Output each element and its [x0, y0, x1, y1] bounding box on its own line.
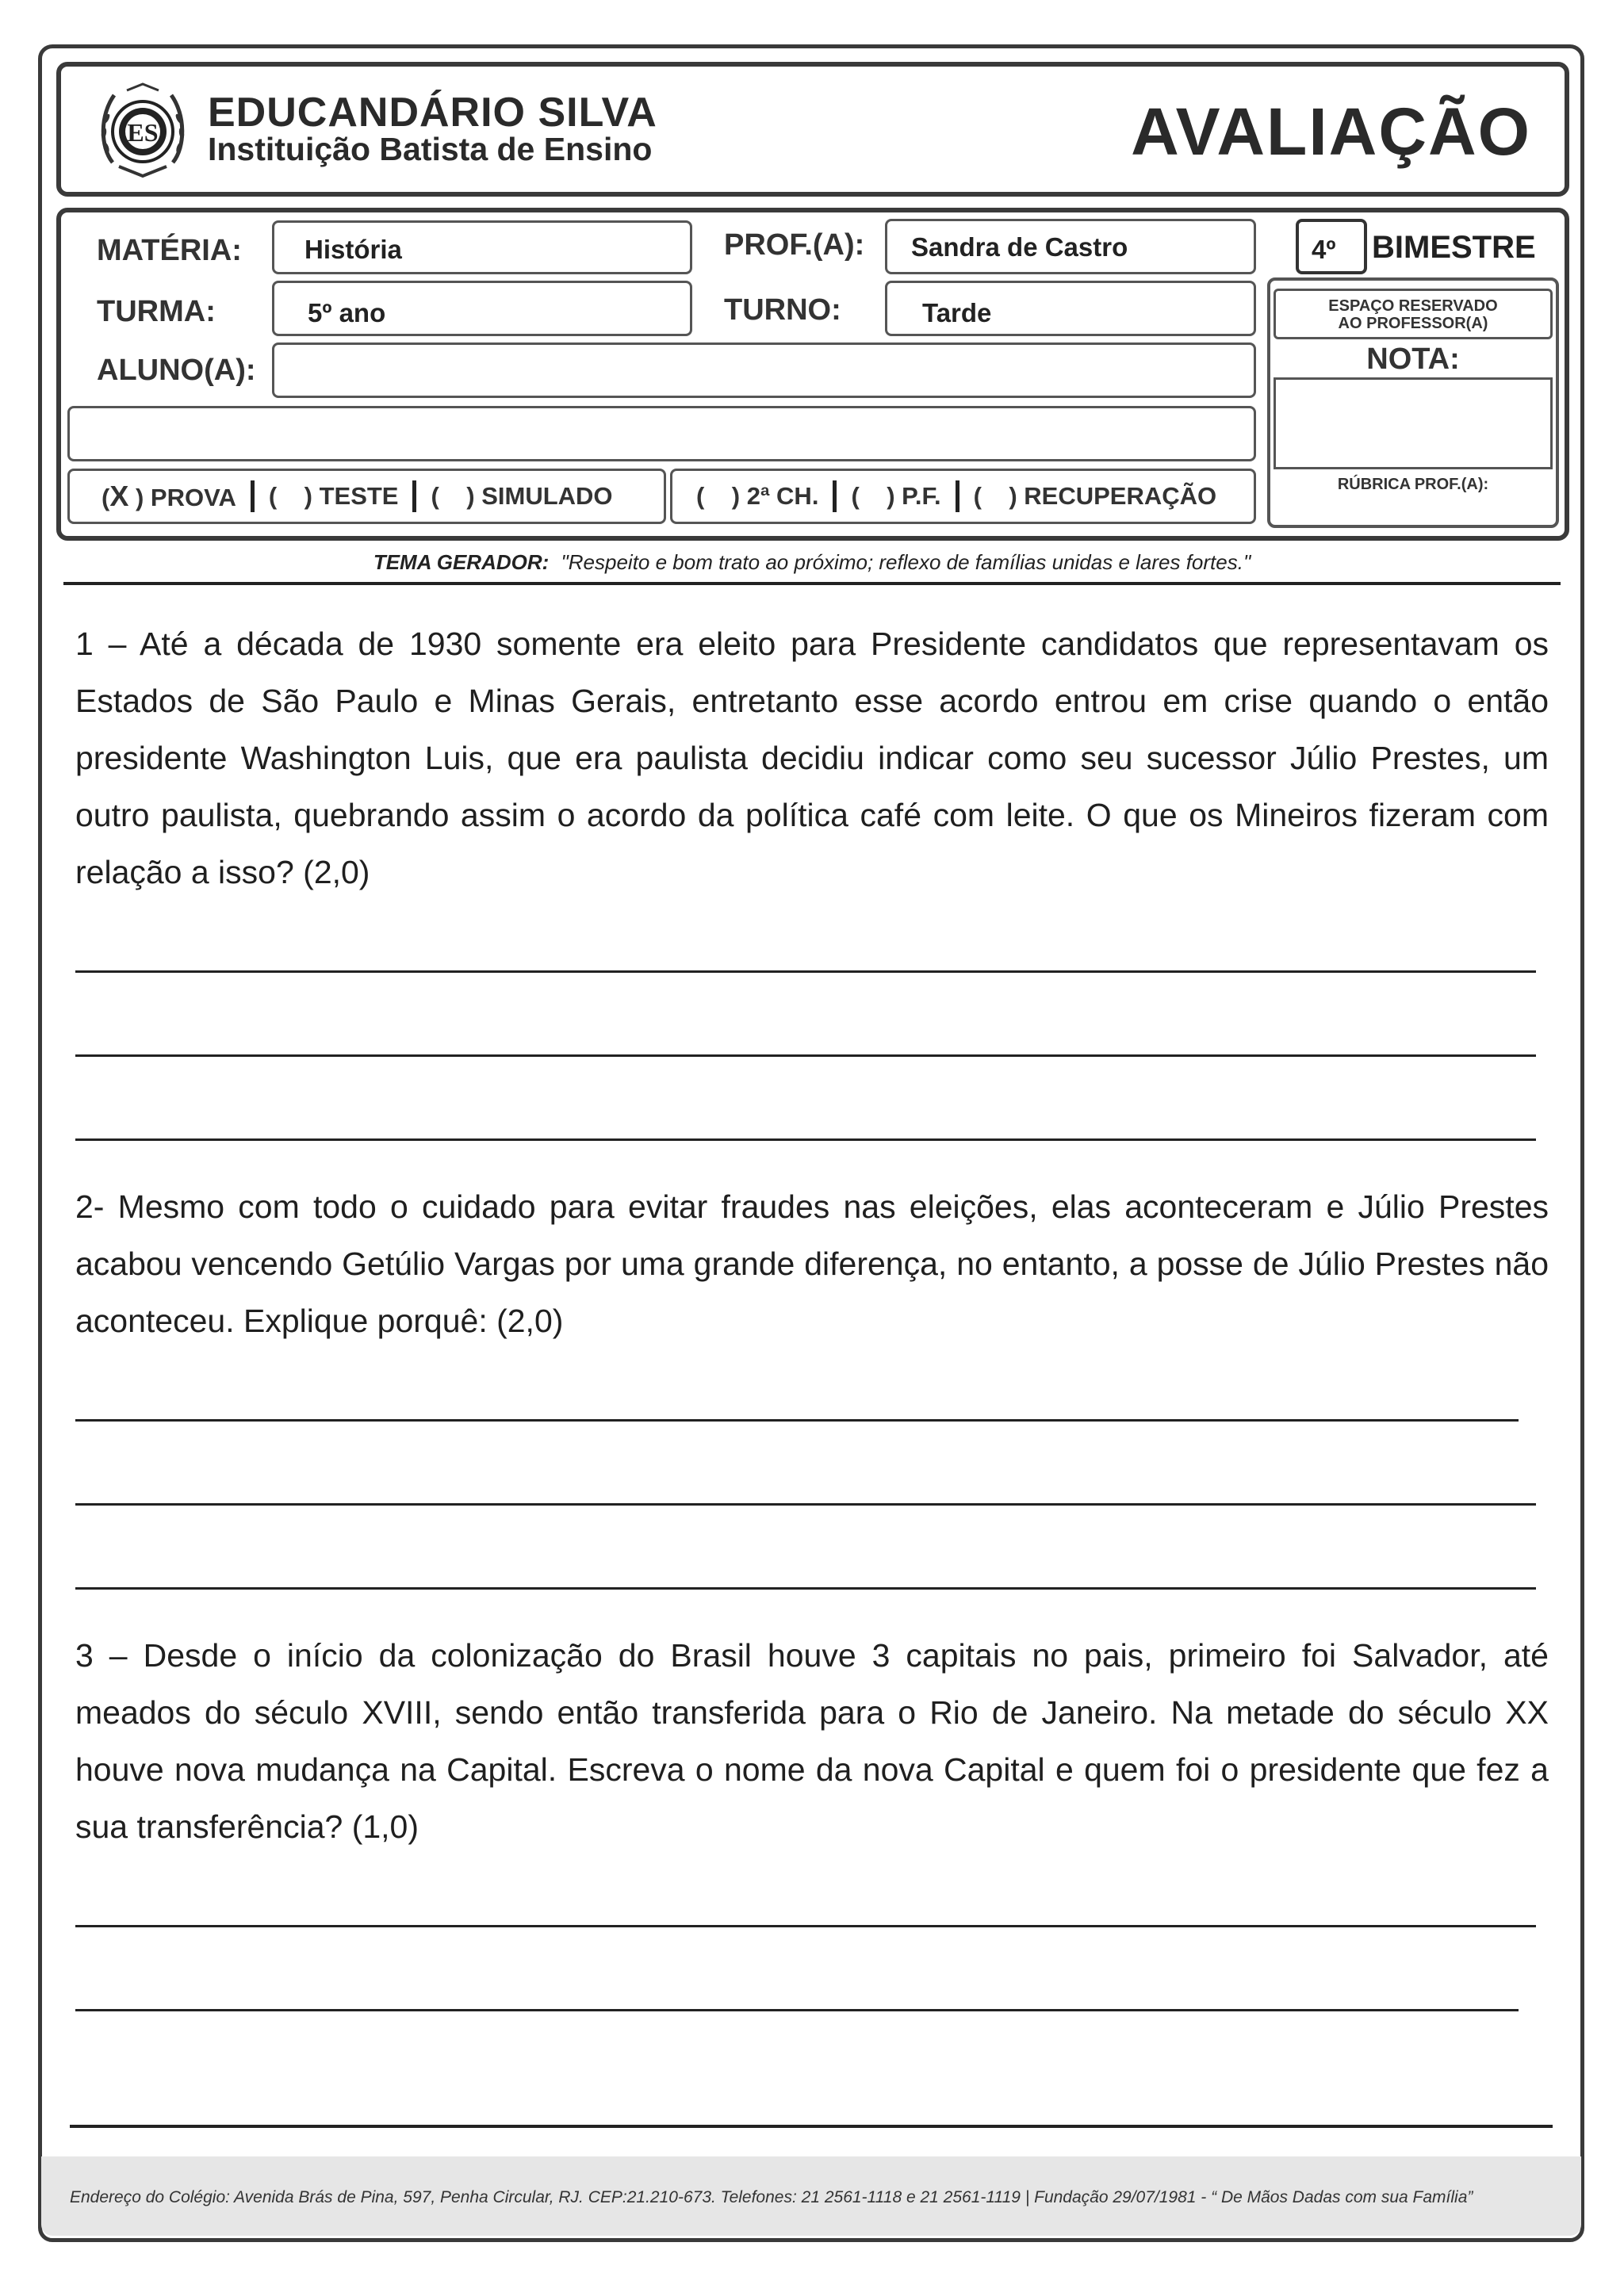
answer-line[interactable]: [75, 1503, 1536, 1506]
rubrica-label: RÚBRICA PROF.(A):: [1337, 476, 1489, 493]
prof-label: PROF.(A):: [724, 228, 865, 262]
tema-text: "Respeito e bom trato ao próximo; reflexo de famílias unidas e lares fortes.": [561, 550, 1251, 574]
school-logo: [95, 79, 190, 182]
document-title: AVALIAÇÃO: [1131, 94, 1531, 169]
turma-field[interactable]: [272, 281, 692, 336]
eval-option-teste[interactable]: ( ) TESTE: [268, 482, 399, 510]
eval-label-simulado: SIMULADO: [481, 482, 613, 510]
turma-value: 5º ano: [308, 298, 386, 327]
tema-rule: [63, 582, 1561, 585]
question-3: 3 – Desde o início da colonização do Brasil houve 3 capitais no pais, primeiro foi Salvador, até meados do século XVIII, sendo então transferida para o Rio de Janeiro. Na metade do século XX houve nova mudança na Capital. Escreva o nome da nova Capital e quem foi o presidente que fez a sua transferência? (1,0): [75, 1637, 1549, 1845]
tema-gerador: [0, 550, 1624, 575]
answer-line[interactable]: [75, 1419, 1519, 1422]
question-2: 2- Mesmo com todo o cuidado para evitar fraudes nas eleições, elas aconteceram e Júlio Prestes acabou vencendo Getúlio Vargas por uma grande diferença, no entanto, a posse de Júlio Prestes não aconteceu. Explique porquê: (2,0): [75, 1188, 1549, 1339]
eval-label-teste: TESTE: [319, 482, 399, 510]
materia-label: MATÉRIA:: [97, 234, 242, 267]
nota-label: NOTA:: [1366, 342, 1460, 376]
reserved-title-box: [1274, 289, 1553, 339]
turno-label: TURNO:: [724, 293, 841, 327]
separator: [251, 480, 255, 512]
eval-label-2ch: 2ª CH.: [746, 482, 819, 510]
institution-name: EDUCANDÁRIO SILVA: [208, 90, 657, 136]
aluno-label: ALUNO(A):: [97, 354, 256, 387]
bottom-rule: [70, 2125, 1553, 2128]
separator: [956, 480, 959, 512]
bimestre-number-box[interactable]: [1296, 219, 1367, 274]
answer-line[interactable]: [75, 1054, 1536, 1057]
bimestre-number: 4º: [1312, 235, 1336, 264]
aluno-field[interactable]: [272, 342, 1256, 398]
extra-field[interactable]: [67, 406, 1256, 461]
question-1: 1 – Até a década de 1930 somente era eleito para Presidente candidatos que representavam os Estados de São Paulo e Minas Gerais, entretanto esse acordo entrou em crise quando o então presidente Washington Luis, que era paulista decidiu indicar como seu sucessor Júlio Prestes, um outro paulista, quebrando assim o acordo da política café com leite. O que os Mineiros fizeram com relação a isso? (2,0): [75, 626, 1549, 890]
nota-field[interactable]: [1274, 377, 1553, 469]
reserved-title-line1: ESPAÇO RESERVADO: [1328, 297, 1498, 315]
answer-line[interactable]: [75, 1587, 1536, 1590]
answer-line[interactable]: [75, 1925, 1536, 1927]
svg-text:ES: ES: [127, 118, 159, 147]
separator: [833, 480, 837, 512]
eval-type-group-1: [67, 469, 666, 524]
bimestre-label: BIMESTRE: [1372, 230, 1536, 265]
materia-value: História: [304, 235, 402, 264]
materia-field[interactable]: [272, 220, 692, 274]
eval-option-2ch[interactable]: ( ) 2ª CH.: [696, 482, 819, 510]
prof-field[interactable]: [885, 219, 1256, 274]
institution-subtitle: Instituição Batista de Ensino: [208, 131, 653, 167]
answer-line[interactable]: [75, 2009, 1519, 2011]
separator: [412, 480, 416, 512]
answer-line[interactable]: [75, 1138, 1536, 1141]
tema-label: TEMA GERADOR:: [373, 550, 550, 574]
eval-option-pf[interactable]: ( ) P.F.: [851, 482, 941, 510]
eval-label-recuperacao: RECUPERAÇÃO: [1024, 482, 1217, 510]
turno-value: Tarde: [922, 298, 992, 327]
eval-option-prova[interactable]: (X ) PROVA: [102, 480, 236, 512]
turno-field[interactable]: [885, 281, 1256, 336]
footer-text: Endereço do Colégio: Avenida Brás de Pina, 597, Penha Circular, RJ. CEP:21.210-673. Telefones: 21 2561-1118 e 21 2561-1119 | Fundação 29/07/1981 - “ De Mãos Dadas com sua Família”: [70, 2188, 1473, 2206]
answer-line[interactable]: [75, 970, 1536, 973]
eval-option-recuperacao[interactable]: ( ) RECUPERAÇÃO: [973, 482, 1217, 510]
prof-value: Sandra de Castro: [911, 232, 1128, 262]
reserved-title-line2: AO PROFESSOR(A): [1338, 315, 1488, 332]
eval-type-group-2: [670, 469, 1256, 524]
eval-mark-prova: X: [109, 480, 129, 512]
eval-option-simulado[interactable]: ( ) SIMULADO: [431, 482, 613, 510]
eval-label-pf: P.F.: [902, 482, 941, 510]
turma-label: TURMA:: [97, 295, 216, 328]
eval-label-prova: PROVA: [150, 484, 236, 511]
